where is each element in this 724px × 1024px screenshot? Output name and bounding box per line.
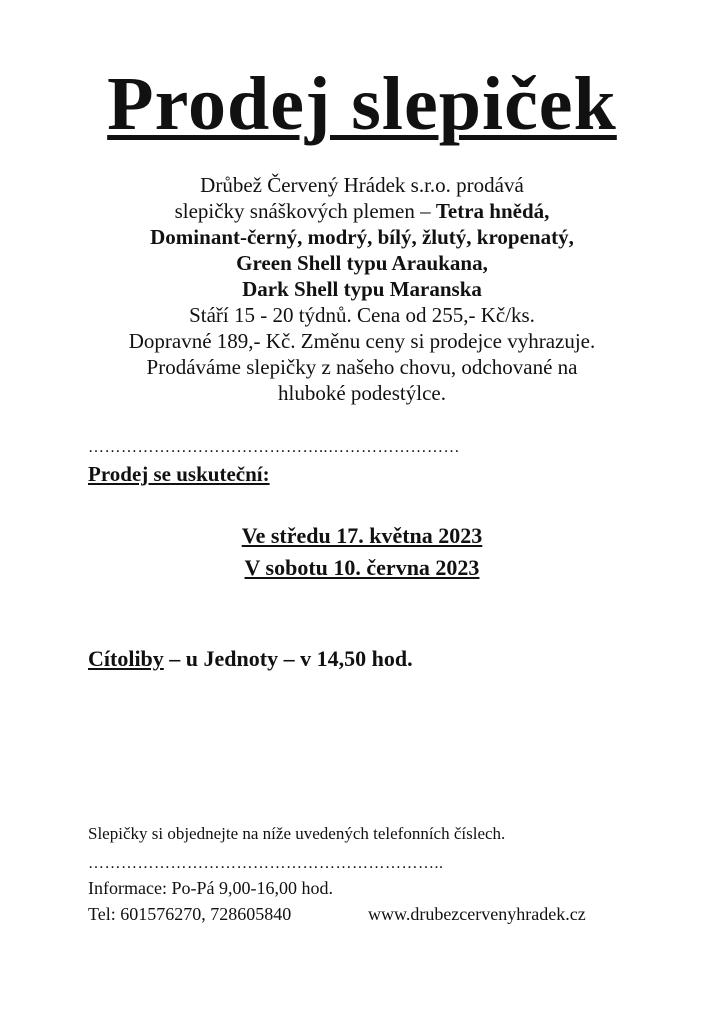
intro-line-1: Drůbež Červený Hrádek s.r.o. prodává: [200, 173, 524, 197]
breed-green-shell: Green Shell typu Araukana,: [236, 251, 488, 275]
sale-location-detail: – u Jednoty – v 14,50 hod.: [163, 646, 413, 671]
intro-line-2: [40, 198, 684, 224]
sale-heading: Prodej se uskuteční:: [88, 462, 270, 486]
dotted-divider-2: ………………………………………………………..: [88, 856, 444, 872]
phone-numbers: Tel: 601576270, 728605840: [88, 904, 292, 924]
intro-text: [40, 172, 684, 406]
breed-tetra: Tetra hnědá,: [435, 199, 550, 223]
sale-location: [88, 646, 413, 672]
intro-line-2-plain: slepičky snáškových plemen –: [174, 199, 436, 223]
dotted-divider: ……………………………………..……………………: [88, 440, 460, 456]
sale-date-1: Ve středu 17. května 2023: [241, 523, 483, 548]
shipping-line: Dopravné 189,- Kč. Změnu ceny si prodejce vyhrazuje.: [128, 329, 596, 353]
breed-dominant: Dominant-černý, modrý, bílý, žlutý, kropenatý,: [150, 225, 574, 249]
sale-town: Cítoliby: [88, 646, 164, 671]
info-hours: Informace: Po-Pá 9,00-16,00 hod.: [88, 878, 333, 898]
origin-line-2: hluboké podestýlce.: [278, 381, 446, 405]
breed-dark-shell: Dark Shell typu Maranska: [242, 277, 482, 301]
website-link: www.drubezcervenyhradek.cz: [368, 904, 586, 924]
age-price-line: Stáří 15 - 20 týdnů. Cena od 255,- Kč/ks.: [189, 303, 535, 327]
sale-date-2: V sobotu 10. června 2023: [244, 555, 480, 580]
order-note: Slepičky si objednejte na níže uvedených telefonních číslech.: [88, 824, 506, 843]
page-title: Prodej slepiček: [107, 62, 617, 146]
origin-line: Prodáváme slepičky z našeho chovu, odchované na: [146, 355, 578, 379]
